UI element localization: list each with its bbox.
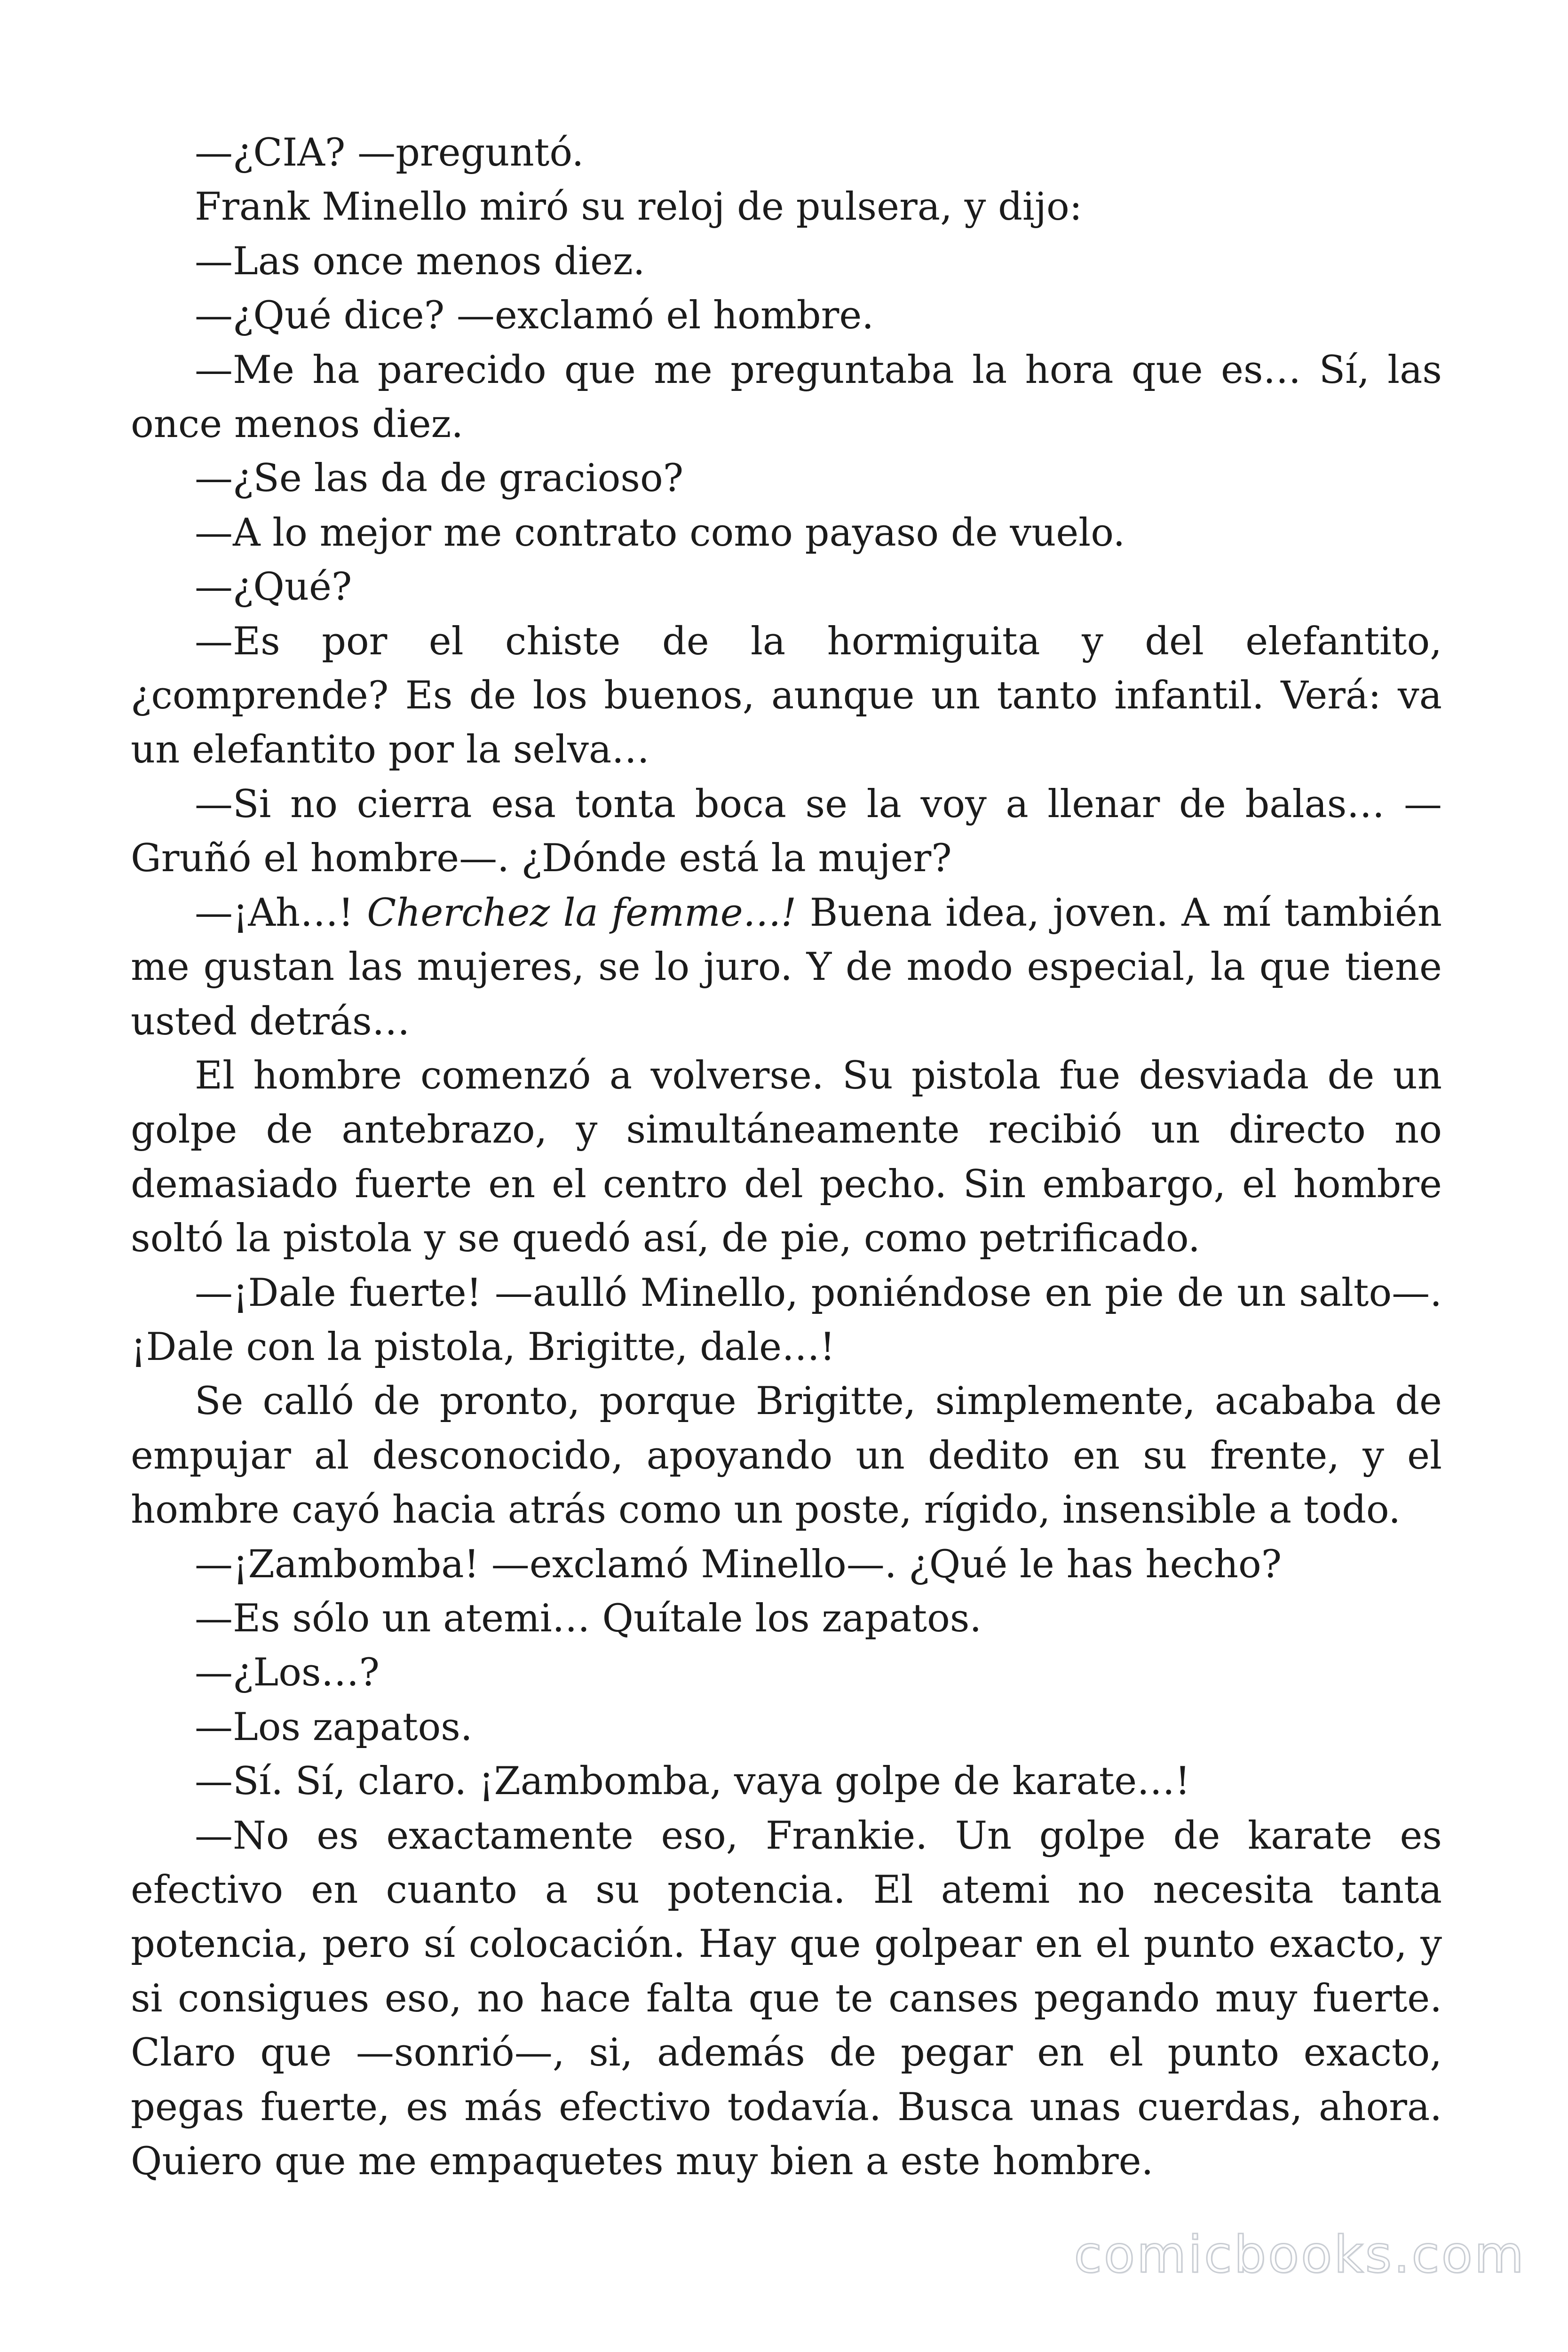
paragraph: —No es exactamente eso, Frankie. Un golpe de karate es efectivo en cuanto a su potencia. El atemi no necesita tanta potencia, pero sí colocación. Hay que golpear en el punto exacto, y si consigues eso, no hace falta que te canses pegando muy fuerte. Claro que —sonrió—, si, además de pegar en el punto exacto, pegas fuerte, es más efectivo todavía. Busca unas cuerdas, ahora. Quiero que me empaquetes muy bien a este hombre. — [131, 1813, 1442, 2184]
paragraph: —¿Qué? — [195, 565, 352, 610]
paragraph — [131, 886, 1442, 1049]
book-page-text — [131, 126, 1442, 2189]
paragraph: —¿CIA? —preguntó. — [195, 131, 584, 175]
paragraph: —¿Se las da de gracioso? — [195, 456, 684, 501]
text-run: —¡Ah…! — [195, 890, 367, 935]
paragraph: —Si no cierra esa tonta boca se la voy a llenar de balas… —Gruñó el hombre—. ¿Dónde está la mujer? — [131, 782, 1442, 881]
italic-phrase: Cherchez la femme…! — [367, 890, 797, 935]
paragraph: —Las once menos diez. — [195, 239, 645, 284]
paragraph: El hombre comenzó a volverse. Su pistola fue desviada de un golpe de antebrazo, y simultáneamente recibió un directo no demasiado fuerte en el centro del pecho. Sin embargo, el hombre soltó la pistola y se quedó así, de pie, como petrificado. — [131, 1053, 1442, 1261]
paragraph: —A lo mejor me contrato como payaso de vuelo. — [195, 510, 1125, 555]
text-run: Buena idea, joven. A mí también me gustan las mujeres, se lo juro. Y de modo especial, la que tiene usted detrás… — [131, 890, 1442, 1044]
paragraph: —¿Los…? — [195, 1651, 380, 1695]
paragraph: —Es por el chiste de la hormiguita y del elefantito, ¿comprende? Es de los buenos, aunque un tanto infantil. Verá: va un elefantito por la selva… — [131, 619, 1442, 772]
paragraph: —¡Zambomba! —exclamó Minello—. ¿Qué le has hecho? — [195, 1542, 1282, 1587]
paragraph: Frank Minello miró su reloj de pulsera, y dijo: — [195, 185, 1083, 230]
paragraph: —¡Dale fuerte! —aulló Minello, poniéndose en pie de un salto—. ¡Dale con la pistola, Brigitte, dale…! — [131, 1271, 1442, 1369]
paragraph: —Me ha parecido que me preguntaba la hora que es… Sí, las once menos diez. — [131, 348, 1442, 447]
watermark-logo: comicbooks.com — [1074, 2225, 1526, 2284]
paragraph: —¿Qué dice? —exclamó el hombre. — [195, 294, 874, 338]
paragraph: —Es sólo un atemi… Quítale los zapatos. — [195, 1596, 982, 1641]
paragraph: —Sí. Sí, claro. ¡Zambomba, vaya golpe de karate…! — [195, 1759, 1190, 1804]
paragraph: Se calló de pronto, porque Brigitte, simplemente, acababa de empujar al desconocido, apoyando un dedito en su frente, y el hombre cayó hacia atrás como un poste, rígido, insensible a todo. — [131, 1379, 1442, 1533]
paragraph: —Los zapatos. — [195, 1705, 473, 1749]
